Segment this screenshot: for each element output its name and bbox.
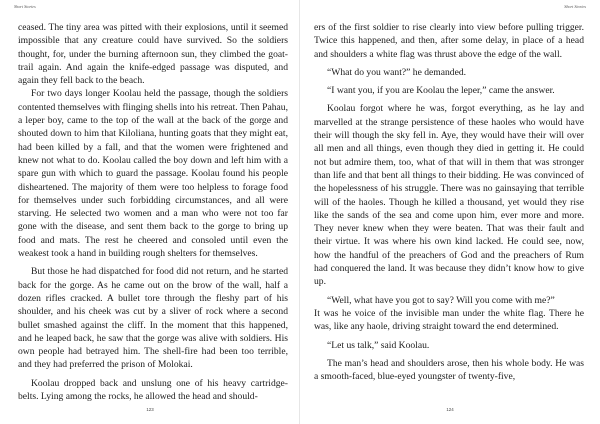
left-text-block	[18, 21, 288, 403]
paragraph: But those he had dispatched for food did not return, and he started back for the gorge. As he came out on the brow of the wall, half a dozen rifles cracked. A bullet tore through the fleshy part of his shoulder, and his cheek was cut by a sliver of rock where a second bullet smashed against the cliff. In the moment that this happened, and he leaped back, he saw that the gorge was alive with soldiers. His own people had betrayed him. The shell-fire had been too terrible, and they had preferred the prison of Molokai.	[18, 266, 288, 371]
left-page-number: 123	[146, 407, 154, 412]
right-page	[300, 0, 600, 424]
left-running-head: Short Stories	[14, 4, 36, 9]
paragraph: Koolau forgot where he was, forgot everything, as he lay and marvelled at the strange persistence of these haoles who would have their will though the sky fell in. Aye, they would have their will over all men and all things, even though they died in getting it. He could not but admire them, too, what of that will in them that was stronger than life and that bent all things to their bidding. He was convinced of the hopelessness of his struggle. There was no gainsaying that terrible will of the haoles. Though he killed a thousand, yet would they rise like the sands of the sea and come upon him, ever more and more. They never knew when they were beaten. That was their fault and their virtue. It was where his own kind lacked. He could see, now, how the handful of the preachers of God and the preachers of Rum had conquered the land. It was because they didn’t know how to give up.	[314, 103, 584, 288]
right-text-block	[314, 21, 584, 383]
paragraph: ers of the first soldier to rise clearly into view before pulling trigger. Twice this happened, and then, after some delay, in place of a head and shoulders a white flag was thrust above the edge of the wall.	[314, 22, 584, 60]
paragraph: “Let us talk,” said Koolau.	[327, 339, 430, 351]
paragraph: “I want you, if you are Koolau the leper,” came the answer.	[327, 85, 555, 97]
right-page-number: 124	[446, 407, 454, 412]
paragraph: ceased. The tiny area was pitted with their explosions, until it seemed impossible that any creature could have survived. So the soldiers thought, for, under the burning afternoon sun, they climbed the goat-trail again. And again the knife-edged passage was disputed, and again they fell back to the beach.	[18, 22, 288, 87]
paragraph: It was he voice of the invisible man under the white flag. There he was, like any haole, driving straight toward the end determined.	[314, 307, 584, 333]
paragraph: “Well, what have you got to say? Will you come with me?”	[327, 294, 555, 306]
paragraph: Koolau dropped back and unslung one of his heavy cartridge-belts. Lying among the rocks, he allowed the head and should-	[18, 377, 288, 403]
paragraph: For two days longer Koolau held the passage, though the soldiers contented themselves with flinging shells into his retreat. Then Pahau, a leper boy, came to the top of the wall at the back of the gorge and shouted down to him that Kiloliana, hunting goats that they might eat, had been killed by a fall, and that the women were frightened and knew not what to do. Koolau called the boy down and left him with a spare gun with which to guard the passage. Koolau found his people disheartened. The majority of them were too helpless to forage food for themselves under such forbidding circumstances, and all were starving. He selected two women and a man who were not too far gone with the disease, and sent them back to the gorge to bring up food and mats. The rest he cheered and consoled until even the weakest took a hand in building rough shelters for themselves.	[18, 88, 288, 260]
right-running-head: Short Stories	[564, 4, 586, 9]
paragraph: “What do you want?” he demanded.	[327, 66, 467, 78]
paragraph: The man’s head and shoulders arose, then his whole body. He was a smooth-faced, blue-eyed youngster of twenty-five,	[314, 357, 584, 383]
